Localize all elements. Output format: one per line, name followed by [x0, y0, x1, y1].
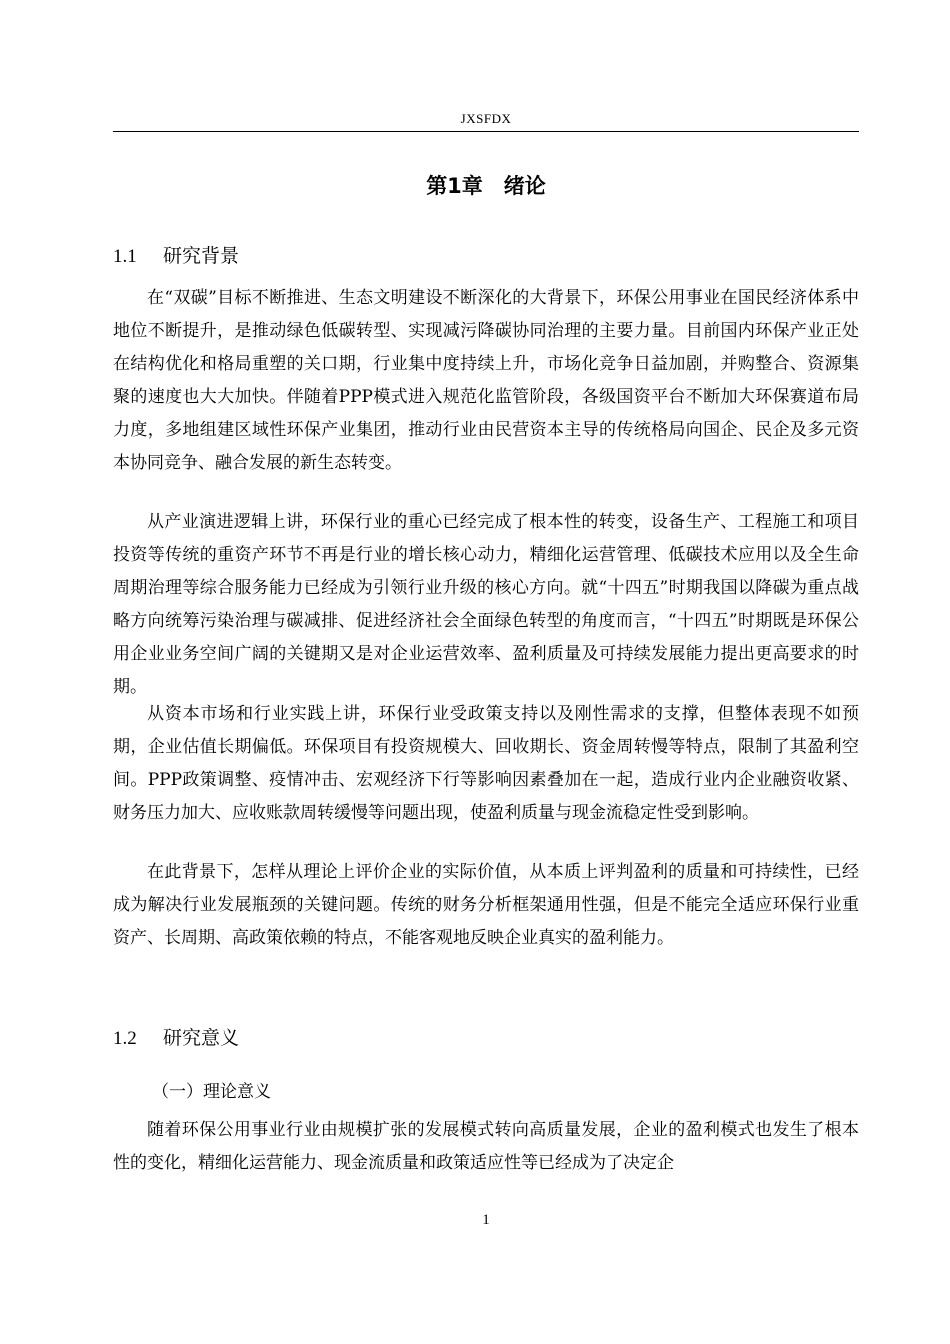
paragraph-background-4: 在此背景下，怎样从理论上评价企业的实际价值，从本质上评判盈利的质量和可持续性，已经成为解决行业发展瓶颈的关键问题。传统的财务分析框架通用性强，但是不能完全适应环保行业重资产、长周期、高政策依赖的特点，不能客观地反映企业真实的盈利能力。	[113, 862, 859, 948]
chapter-title: 第1章 绪论	[426, 174, 546, 198]
paragraph-significance-1: 随着环保公用事业行业由规模扩张的发展模式转向高质量发展，企业的盈利模式也发生了根本性的变化，精细化运营能力、现金流质量和政策适应性等已经成为了决定企	[113, 1120, 859, 1173]
paragraph-background-3: 从资本市场和行业实践上讲，环保行业受政策支持以及刚性需求的支撑，但整体表现不如预期，企业估值长期偏低。环保项目有投资规模大、回收期长、资金周转慢等特点，限制了其盈利空间。PPP政策调整、疫情冲击、宏观经济下行等影响因素叠加在一起，造成行业内企业融资收紧、财务压力加大、应收账款周转缓慢等问题出现，使盈利质量与现金流稳定性受到影响。	[113, 704, 859, 823]
header-rule	[113, 131, 859, 132]
section-heading-1-2	[113, 1023, 239, 1050]
section-title: 研究背景	[163, 245, 240, 267]
paragraph-background-1: 在“双碳”目标不断推进、生态文明建设不断深化的大背景下，环保公用事业在国民经济体系中地位不断提升，是推动绿色低碳转型、实现减污降碳协同治理的主要力量。目前国内环保产业正处在结构优化和格局重塑的关口期，行业集中度持续上升，市场化竞争日益加剧，并购整合、资源集聚的速度也大大加快。伴随着PPP模式进入规范化监管阶段，各级国资平台不断加大环保赛道布局力度，多地组建区域性环保产业集团，推动行业由民营资本主导的传统格局向国企、民企及多元资本协同竞争、融合发展的新生态转变。	[113, 288, 859, 473]
running-header: JXSFDX	[460, 111, 512, 126]
subsection-heading-theory: （一）理论意义	[152, 1082, 271, 1102]
section-heading-1-1	[113, 241, 239, 268]
paragraph-background-2: 从产业演进逻辑上讲，环保行业的重心已经完成了根本性的转变，设备生产、工程施工和项目投资等传统的重资产环节不再是行业的增长核心动力，精细化运营管理、低碳技术应用以及全生命周期治理等综合服务能力已经成为引领行业升级的核心方向。就“十四五”时期我国以降碳为重点战略方向统筹污染治理与碳减排、促进经济社会全面绿色转型的角度而言，“十四五”时期既是环保公用企业业务空间广阔的关键期又是对企业运营效率、盈利质量及可持续发展能力提出更高要求的时期。	[113, 512, 859, 697]
section-number: 1.2	[113, 1028, 137, 1049]
section-title: 研究意义	[163, 1027, 240, 1049]
page-number: 1	[482, 1212, 490, 1228]
section-number: 1.1	[113, 246, 137, 267]
